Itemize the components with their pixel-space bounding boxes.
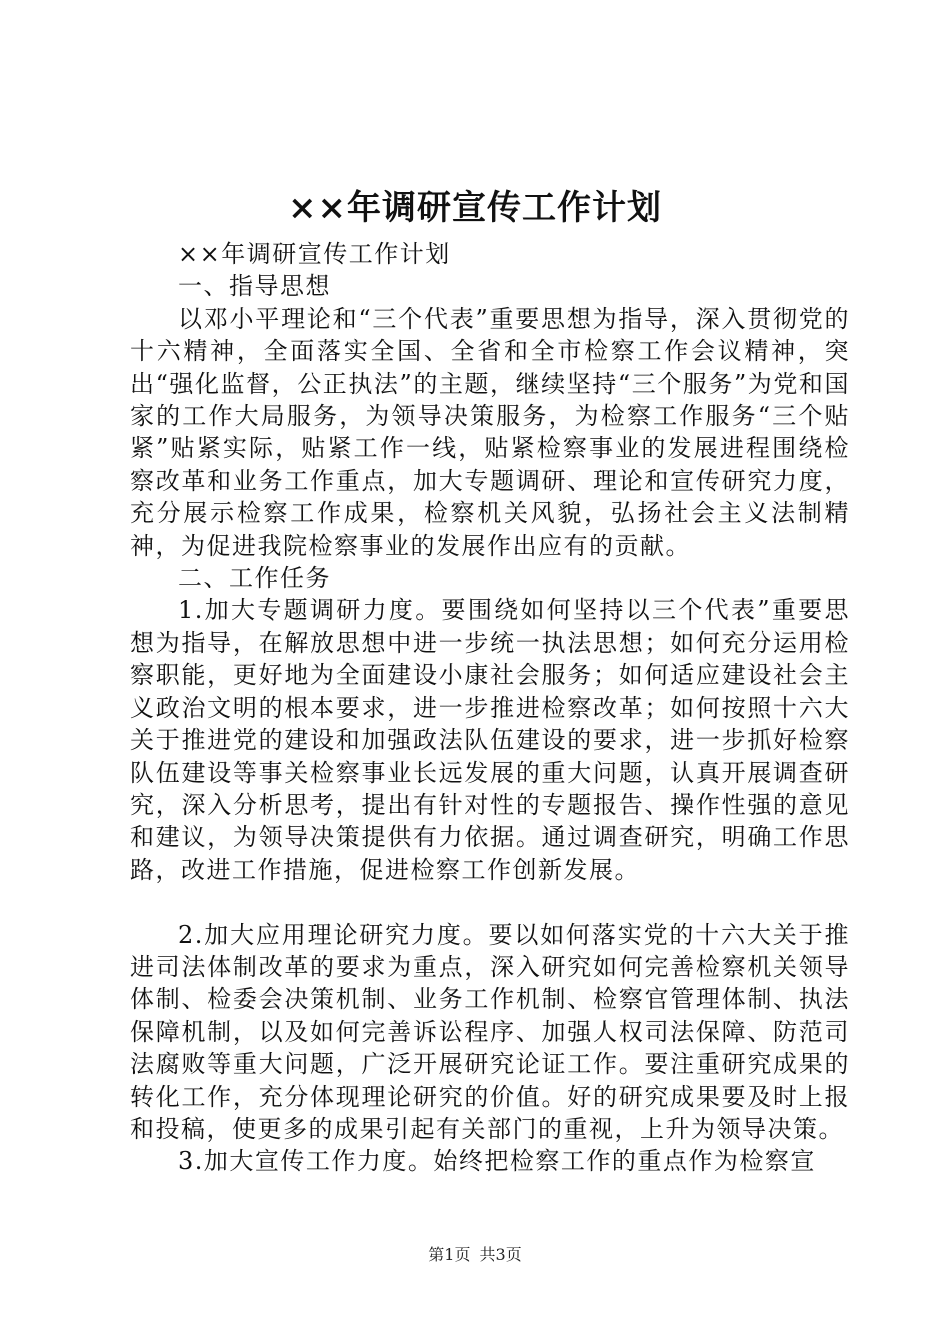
paragraph-task-3: 3.加大宣传工作力度。始终把检察工作的重点作为检察宣: [178, 1147, 816, 1176]
document-title: ××年调研宣传工作计划: [288, 188, 662, 228]
paragraph-task-2: 2.加大应用理论研究力度。要以如何落实党的十六大关于推进司法体制改革的要求为重点，深入研究如何完善检察机关领导体制、检委会决策机制、业务工作机制、检察官管理体制、执法保障机制，以及如何完善诉讼程序、加强人权司法保障、防范司法腐败等重大问题，广泛开展研究论证工作。要注重研究成果的转化工作，充分体现理论研究的价值。好的研究成果要及时上报和投稿，使更多的成果引起有关部门的重视，上升为领导决策。: [130, 920, 850, 1143]
document-body: [130, 238, 850, 1178]
page-total: 共3页: [479, 1245, 522, 1264]
subtitle-paragraph: ××年调研宣传工作计划: [178, 240, 451, 268]
page-footer: [0, 1244, 950, 1266]
page-number: 第1页: [428, 1245, 471, 1264]
paragraph-task-1: 1.加大专题调研力度。要围绕如何坚持以三个代表”重要思想为指导，在解放思想中进一步统一执法思想；如何充分运用检察职能，更好地为全面建设小康社会服务；如何适应建设社会主义政治文明的根本要求，进一步推进检察改革；如何按照十六大关于推进党的建设和加强政法队伍建设的要求，进一步抓好检察队伍建设等事关检察事业长远发展的重大问题，认真开展调查研究，深入分析思考，提出有针对性的专题报告、操作性强的意见和建议，为领导决策提供有力依据。通过调查研究，明确工作思路，改进工作措施，促进检察工作创新发展。: [130, 596, 850, 884]
section-heading-tasks: 二、工作任务: [178, 564, 331, 593]
paragraph-guiding-thought: 以邓小平理论和“三个代表”重要思想为指导，深入贯彻党的十六精神，全面落实全国、全省和全市检察工作会议精神，突出“强化监督，公正执法”的主题，继续坚持“三个服务”为党和国家的工作大局服务，为领导决策服务，为检察工作服务“三个贴紧”贴紧实际，贴紧工作一线，贴紧检察事业的发展进程围绕检察改革和业务工作重点，加大专题调研、理论和宣传研究力度，充分展示检察工作成果，检察机关风貌，弘扬社会主义法制精神，为促进我院检察事业的发展作出应有的贡献。: [130, 304, 850, 560]
blank-line: [130, 886, 850, 918]
section-heading-guiding-thought: 一、指导思想: [178, 272, 331, 301]
